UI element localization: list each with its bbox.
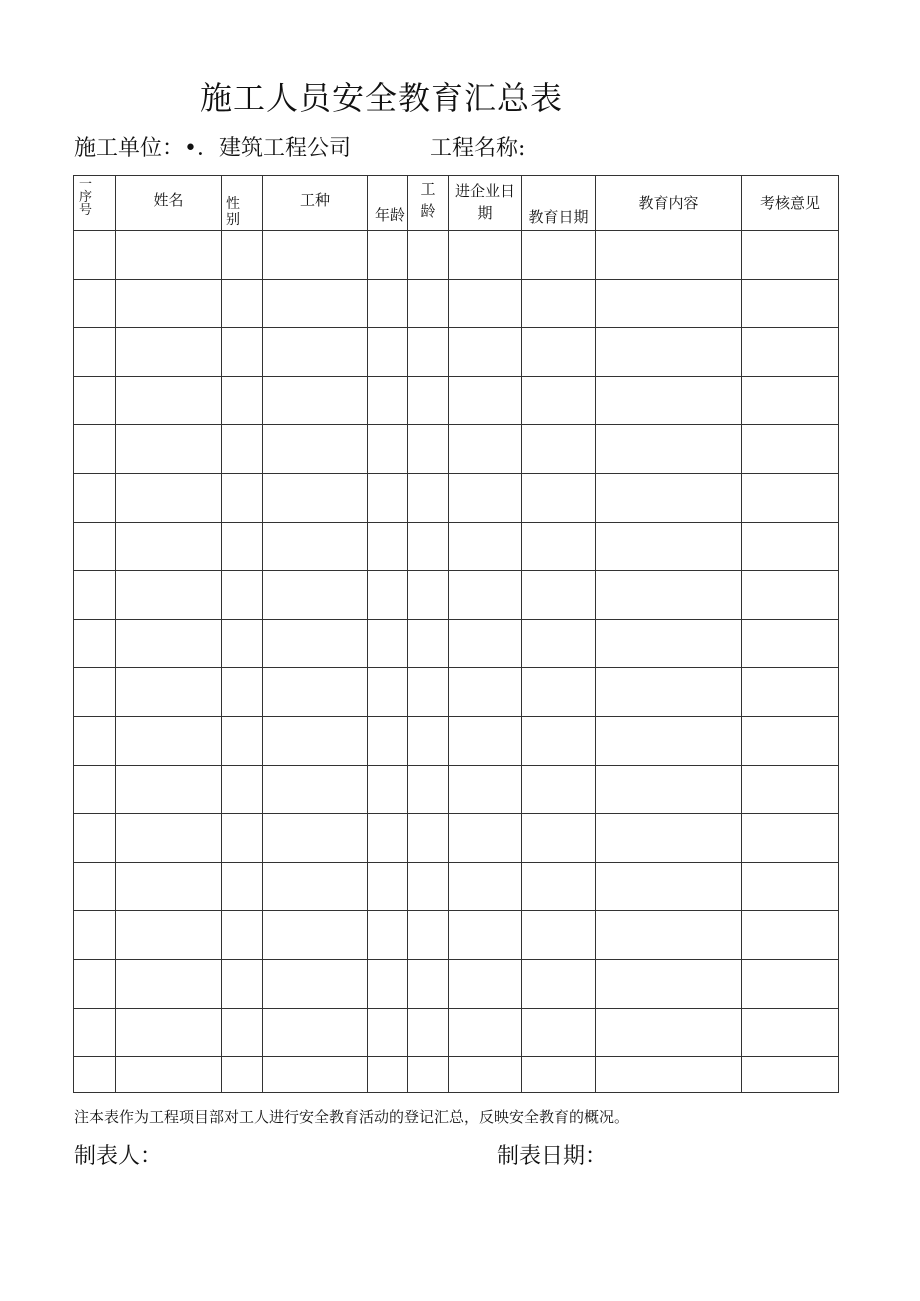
table-cell[interactable] xyxy=(449,716,522,765)
header-seniority: 工 龄 xyxy=(408,176,449,231)
table-cell[interactable] xyxy=(263,814,368,863)
table-cell[interactable] xyxy=(222,231,263,280)
table-cell[interactable] xyxy=(742,862,839,911)
table-cell[interactable] xyxy=(74,571,116,620)
table-cell[interactable] xyxy=(222,425,263,474)
table-cell[interactable] xyxy=(596,862,742,911)
table-cell[interactable] xyxy=(408,279,449,328)
table-cell[interactable] xyxy=(74,376,116,425)
table-cell[interactable] xyxy=(596,425,742,474)
table-cell[interactable] xyxy=(368,473,408,522)
table-cell[interactable] xyxy=(742,376,839,425)
table-body xyxy=(74,231,839,1093)
table-cell[interactable] xyxy=(222,765,263,814)
table-cell[interactable] xyxy=(596,473,742,522)
table-cell[interactable] xyxy=(742,619,839,668)
table-cell[interactable] xyxy=(368,619,408,668)
table-cell[interactable] xyxy=(263,571,368,620)
table-cell[interactable] xyxy=(263,328,368,377)
table-cell[interactable] xyxy=(449,328,522,377)
table-cell[interactable] xyxy=(263,765,368,814)
table-cell[interactable] xyxy=(742,716,839,765)
table-cell[interactable] xyxy=(449,571,522,620)
table-cell[interactable] xyxy=(742,279,839,328)
table-cell[interactable] xyxy=(74,473,116,522)
table-cell[interactable] xyxy=(596,716,742,765)
table-row xyxy=(74,911,839,960)
table-cell[interactable] xyxy=(408,911,449,960)
table-cell[interactable] xyxy=(74,1008,116,1057)
table-cell[interactable] xyxy=(449,279,522,328)
table-cell[interactable] xyxy=(408,716,449,765)
table-cell[interactable] xyxy=(449,862,522,911)
table-cell[interactable] xyxy=(368,668,408,717)
table-cell[interactable] xyxy=(116,376,222,425)
table-cell[interactable] xyxy=(522,1057,596,1093)
table-cell[interactable] xyxy=(116,328,222,377)
header-serial: 一 序 号 xyxy=(74,176,116,231)
table-cell[interactable] xyxy=(222,1057,263,1093)
header-education-content: 教育内容 xyxy=(596,176,742,231)
table-cell[interactable] xyxy=(74,765,116,814)
table-row xyxy=(74,279,839,328)
table-cell[interactable] xyxy=(222,862,263,911)
table-cell[interactable] xyxy=(449,911,522,960)
table-cell[interactable] xyxy=(522,765,596,814)
table-cell[interactable] xyxy=(522,473,596,522)
table-cell[interactable] xyxy=(742,1057,839,1093)
construction-unit-label: 施工单位： xyxy=(74,136,185,161)
prepared-date-label: 制表日期： xyxy=(497,1144,608,1169)
table-cell[interactable] xyxy=(596,1008,742,1057)
table-cell[interactable] xyxy=(116,571,222,620)
table-cell[interactable] xyxy=(522,1008,596,1057)
table-cell[interactable] xyxy=(263,862,368,911)
table-row xyxy=(74,231,839,280)
table-cell[interactable] xyxy=(74,279,116,328)
table-cell[interactable] xyxy=(74,522,116,571)
table-cell[interactable] xyxy=(263,279,368,328)
header-assessment: 考核意见 xyxy=(742,176,839,231)
table-cell[interactable] xyxy=(74,231,116,280)
table-cell[interactable] xyxy=(408,1057,449,1093)
table-cell[interactable] xyxy=(116,959,222,1008)
table-cell[interactable] xyxy=(408,619,449,668)
table-cell[interactable] xyxy=(74,814,116,863)
table-cell[interactable] xyxy=(368,231,408,280)
table-cell[interactable] xyxy=(522,376,596,425)
table-cell[interactable] xyxy=(408,1008,449,1057)
table-cell[interactable] xyxy=(263,668,368,717)
table-cell[interactable] xyxy=(368,716,408,765)
table-cell[interactable] xyxy=(222,279,263,328)
table-cell[interactable] xyxy=(116,814,222,863)
table-cell[interactable] xyxy=(449,473,522,522)
table-cell[interactable] xyxy=(116,619,222,668)
construction-unit-line xyxy=(74,134,351,164)
table-cell[interactable] xyxy=(222,911,263,960)
table-cell[interactable] xyxy=(408,522,449,571)
table-cell[interactable] xyxy=(263,911,368,960)
table-cell[interactable] xyxy=(449,668,522,717)
table-cell[interactable] xyxy=(368,328,408,377)
table-cell[interactable] xyxy=(222,959,263,1008)
table-cell[interactable] xyxy=(449,522,522,571)
table-cell[interactable] xyxy=(742,668,839,717)
table-cell[interactable] xyxy=(74,425,116,474)
construction-unit-value: •．建筑工程公司 xyxy=(184,136,351,161)
header-gender: 性 别 xyxy=(222,176,263,231)
table-cell[interactable] xyxy=(408,571,449,620)
table-cell[interactable] xyxy=(408,668,449,717)
table-cell[interactable] xyxy=(263,425,368,474)
preparer-label: 制表人： xyxy=(74,1144,163,1169)
table-cell[interactable] xyxy=(368,571,408,620)
table-cell[interactable] xyxy=(74,862,116,911)
table-row xyxy=(74,619,839,668)
table-cell[interactable] xyxy=(263,716,368,765)
table-cell[interactable] xyxy=(368,1057,408,1093)
table-cell[interactable] xyxy=(116,425,222,474)
table-cell[interactable] xyxy=(116,911,222,960)
table-cell[interactable] xyxy=(596,522,742,571)
table-cell[interactable] xyxy=(522,425,596,474)
header-age: 年龄 xyxy=(368,176,408,231)
table-cell[interactable] xyxy=(449,765,522,814)
table-cell[interactable] xyxy=(449,814,522,863)
table-cell[interactable] xyxy=(596,279,742,328)
table-cell[interactable] xyxy=(116,862,222,911)
table-cell[interactable] xyxy=(742,231,839,280)
table-cell[interactable] xyxy=(449,376,522,425)
table-row xyxy=(74,522,839,571)
header-entry-date: 进企业日 期 xyxy=(449,176,522,231)
table-cell[interactable] xyxy=(408,376,449,425)
header-job-type: 工种 xyxy=(263,176,368,231)
table-cell[interactable] xyxy=(116,668,222,717)
table-cell[interactable] xyxy=(74,619,116,668)
table-cell[interactable] xyxy=(263,619,368,668)
table-cell[interactable] xyxy=(522,231,596,280)
table-cell[interactable] xyxy=(222,814,263,863)
table-cell[interactable] xyxy=(522,716,596,765)
table-cell[interactable] xyxy=(74,959,116,1008)
table-cell[interactable] xyxy=(368,425,408,474)
table-cell[interactable] xyxy=(596,1057,742,1093)
table-cell[interactable] xyxy=(408,425,449,474)
table-cell[interactable] xyxy=(263,231,368,280)
table-cell[interactable] xyxy=(742,959,839,1008)
education-summary-table xyxy=(73,175,839,1093)
table-cell[interactable] xyxy=(222,668,263,717)
table-cell[interactable] xyxy=(522,814,596,863)
table-cell[interactable] xyxy=(263,1057,368,1093)
table-cell[interactable] xyxy=(74,668,116,717)
table-row xyxy=(74,716,839,765)
table-cell[interactable] xyxy=(449,1008,522,1057)
table-cell[interactable] xyxy=(522,668,596,717)
table-cell[interactable] xyxy=(74,1057,116,1093)
table-cell[interactable] xyxy=(522,279,596,328)
table-cell[interactable] xyxy=(222,522,263,571)
table-row xyxy=(74,959,839,1008)
table-cell[interactable] xyxy=(742,765,839,814)
table-cell[interactable] xyxy=(222,716,263,765)
table-cell[interactable] xyxy=(742,328,839,377)
table-cell[interactable] xyxy=(408,959,449,1008)
table-cell[interactable] xyxy=(596,911,742,960)
table-cell[interactable] xyxy=(263,376,368,425)
table-row xyxy=(74,425,839,474)
table-cell[interactable] xyxy=(408,814,449,863)
table-cell[interactable] xyxy=(596,376,742,425)
table-cell[interactable] xyxy=(449,1057,522,1093)
table-cell[interactable] xyxy=(263,522,368,571)
table-cell[interactable] xyxy=(742,571,839,620)
table-cell[interactable] xyxy=(368,279,408,328)
header-education-date: 教育日期 xyxy=(522,176,596,231)
table-cell[interactable] xyxy=(74,328,116,377)
table-cell[interactable] xyxy=(222,1008,263,1057)
table-cell[interactable] xyxy=(449,425,522,474)
table-row xyxy=(74,668,839,717)
table-cell[interactable] xyxy=(368,959,408,1008)
table-cell[interactable] xyxy=(596,814,742,863)
table-cell[interactable] xyxy=(74,911,116,960)
table-cell[interactable] xyxy=(222,473,263,522)
table-cell[interactable] xyxy=(222,376,263,425)
table-cell[interactable] xyxy=(368,522,408,571)
footnote: 注本表作为工程项目部对工人进行安全教育活动的登记汇总，反映安全教育的概况。 xyxy=(74,1108,630,1126)
table-cell[interactable] xyxy=(522,328,596,377)
table-cell[interactable] xyxy=(522,619,596,668)
table-cell[interactable] xyxy=(222,328,263,377)
table-cell[interactable] xyxy=(263,959,368,1008)
table-cell[interactable] xyxy=(263,1008,368,1057)
table-cell[interactable] xyxy=(222,619,263,668)
table-cell[interactable] xyxy=(408,231,449,280)
table-row xyxy=(74,1008,839,1057)
table-cell[interactable] xyxy=(408,328,449,377)
table-cell[interactable] xyxy=(522,911,596,960)
table-cell[interactable] xyxy=(596,959,742,1008)
table-cell[interactable] xyxy=(596,328,742,377)
table-cell[interactable] xyxy=(116,522,222,571)
table-cell[interactable] xyxy=(596,571,742,620)
table-cell[interactable] xyxy=(522,571,596,620)
table-cell[interactable] xyxy=(742,911,839,960)
table-cell[interactable] xyxy=(522,862,596,911)
document-title: 施工人员安全教育汇总表 xyxy=(200,79,564,117)
table-row xyxy=(74,1057,839,1093)
table-cell[interactable] xyxy=(596,619,742,668)
table-cell[interactable] xyxy=(116,1008,222,1057)
table-cell[interactable] xyxy=(522,959,596,1008)
table-row xyxy=(74,571,839,620)
table-cell[interactable] xyxy=(408,765,449,814)
table-cell[interactable] xyxy=(116,473,222,522)
table-cell[interactable] xyxy=(368,911,408,960)
table-row xyxy=(74,328,839,377)
table-cell[interactable] xyxy=(368,862,408,911)
table-header-row xyxy=(74,176,839,231)
table-cell[interactable] xyxy=(408,862,449,911)
table-cell[interactable] xyxy=(116,231,222,280)
table-row xyxy=(74,473,839,522)
table-row xyxy=(74,765,839,814)
table-cell[interactable] xyxy=(596,765,742,814)
table-cell[interactable] xyxy=(596,231,742,280)
table-cell[interactable] xyxy=(408,473,449,522)
table-cell[interactable] xyxy=(368,765,408,814)
table-cell[interactable] xyxy=(522,522,596,571)
table-cell[interactable] xyxy=(368,814,408,863)
table-cell[interactable] xyxy=(449,619,522,668)
table-row xyxy=(74,376,839,425)
table-cell[interactable] xyxy=(116,716,222,765)
table-cell[interactable] xyxy=(222,571,263,620)
table-cell[interactable] xyxy=(368,1008,408,1057)
table-cell[interactable] xyxy=(742,522,839,571)
table-cell[interactable] xyxy=(368,376,408,425)
table-cell[interactable] xyxy=(116,279,222,328)
table-cell[interactable] xyxy=(596,668,742,717)
table-cell[interactable] xyxy=(449,231,522,280)
table-cell[interactable] xyxy=(742,425,839,474)
project-name-line xyxy=(430,134,525,164)
table-cell[interactable] xyxy=(116,1057,222,1093)
project-name-label: 工程名称: xyxy=(430,136,526,161)
table-cell[interactable] xyxy=(116,765,222,814)
table-cell[interactable] xyxy=(742,473,839,522)
table-cell[interactable] xyxy=(449,959,522,1008)
table-cell[interactable] xyxy=(742,1008,839,1057)
table-row xyxy=(74,862,839,911)
header-name: 姓名 xyxy=(116,176,222,231)
table-cell[interactable] xyxy=(742,814,839,863)
table-row xyxy=(74,814,839,863)
table-cell[interactable] xyxy=(74,716,116,765)
table-cell[interactable] xyxy=(263,473,368,522)
